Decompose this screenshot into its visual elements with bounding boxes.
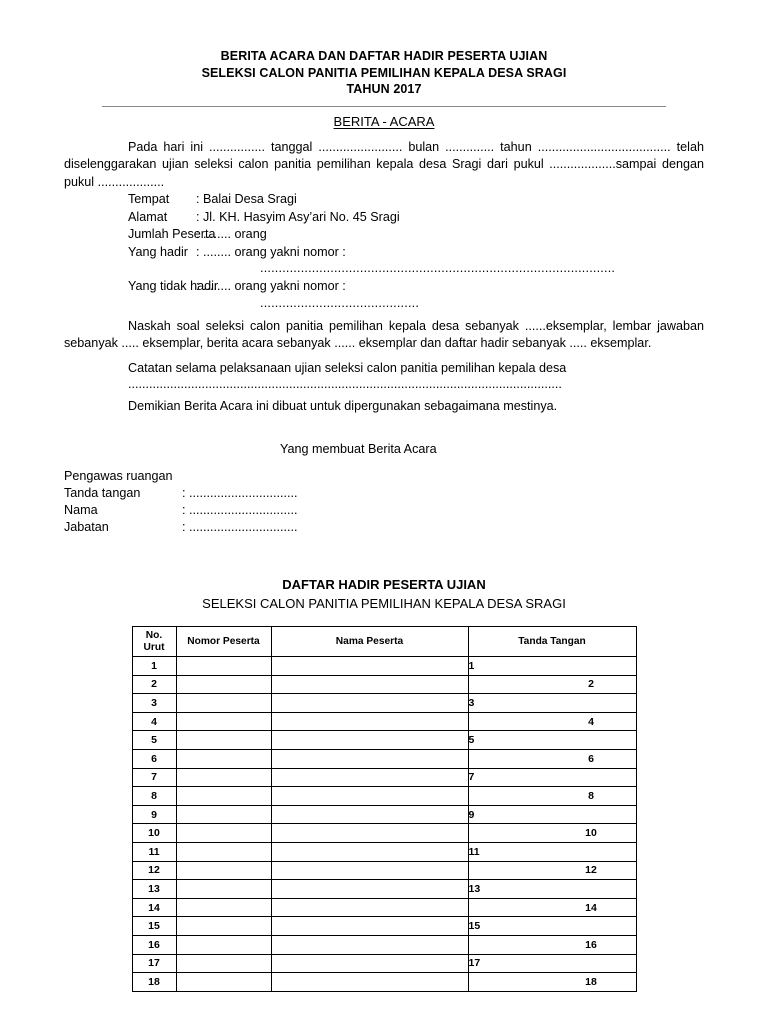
cell-nomor-peserta[interactable] <box>176 731 271 750</box>
signature-row-tanda-tangan <box>64 485 704 502</box>
cell-nomor-peserta[interactable] <box>176 694 271 713</box>
column-header-nama-peserta: Nama Peserta <box>271 627 468 657</box>
cell-nomor-peserta[interactable] <box>176 917 271 936</box>
signature-label-nama: Nama <box>64 503 98 517</box>
attendance-title: DAFTAR HADIR PESERTA UJIAN <box>282 577 486 592</box>
detail-label-tempat: Tempat <box>128 192 170 206</box>
cell-nama-peserta[interactable] <box>271 880 468 899</box>
cell-tanda-tangan[interactable]: 10 <box>468 824 636 843</box>
cell-nomor-peserta[interactable] <box>176 973 271 992</box>
signature-row-nama <box>64 502 704 519</box>
cell-no-urut: 11 <box>132 842 176 861</box>
cell-tanda-tangan[interactable]: 7 <box>468 768 636 787</box>
table-row <box>132 805 636 824</box>
signature-label-jabatan: Jabatan <box>64 520 109 534</box>
cell-nomor-peserta[interactable] <box>176 861 271 880</box>
table-row <box>132 657 636 676</box>
detail-row-yang-tidak-hadir <box>64 278 704 296</box>
berita-acara-label-text: BERITA - ACARA <box>333 113 435 129</box>
column-header-nomor-peserta: Nomor Peserta <box>176 627 271 657</box>
cell-nama-peserta[interactable] <box>271 675 468 694</box>
cell-nomor-peserta[interactable] <box>176 787 271 806</box>
document-title <box>64 48 704 98</box>
detail-value-alamat: : Jl. KH. Hasyim Asy’ari No. 45 Sragi <box>196 209 400 224</box>
cell-tanda-tangan[interactable]: 1 <box>468 657 636 676</box>
table-row <box>132 917 636 936</box>
title-divider <box>102 106 666 107</box>
detail-value-jumlah-peserta: : ........ orang <box>196 227 267 241</box>
cell-no-urut: 4 <box>132 712 176 731</box>
cell-no-urut: 8 <box>132 787 176 806</box>
signature-block <box>64 441 704 537</box>
table-row <box>132 731 636 750</box>
cell-tanda-tangan[interactable]: 9 <box>468 805 636 824</box>
table-row <box>132 768 636 787</box>
detail-row-alamat <box>64 209 704 227</box>
detail-label-yang-hadir: Yang hadir <box>128 244 188 259</box>
cell-nama-peserta[interactable] <box>271 824 468 843</box>
table-row <box>132 824 636 843</box>
document-title-line-3: TAHUN 2017 <box>346 82 422 96</box>
cell-nomor-peserta[interactable] <box>176 824 271 843</box>
naskah-paragraph: Naskah soal seleksi calon panitia pemilihan kepala desa sebanyak ......eksemplar, lembar jawaban sebanyak ..... eksemplar, berita acara sebanyak ...... eksemplar dan daftar hadir sebanyak ..... eksemplar. <box>64 318 704 350</box>
detail-label-jumlah-peserta: Jumlah Peserta <box>128 227 216 241</box>
event-details <box>64 191 704 311</box>
cell-tanda-tangan[interactable]: 11 <box>468 842 636 861</box>
cell-nama-peserta[interactable] <box>271 917 468 936</box>
table-row <box>132 880 636 899</box>
signature-heading: Yang membuat Berita Acara <box>280 441 437 456</box>
cell-no-urut: 6 <box>132 749 176 768</box>
signature-fields <box>64 468 704 536</box>
cell-nama-peserta[interactable] <box>271 731 468 750</box>
column-header-no-line1: No. <box>145 630 163 641</box>
cell-nama-peserta[interactable] <box>271 935 468 954</box>
signature-row-jabatan <box>64 519 704 536</box>
signature-value-jabatan: : ............................... <box>182 520 298 534</box>
detail-label-yang-tidak-hadir: Yang tidak hadir <box>128 279 219 293</box>
cell-nama-peserta[interactable] <box>271 861 468 880</box>
document-title-line-2: SELEKSI CALON PANITIA PEMILIHAN KEPALA DESA SRAGI <box>201 65 567 80</box>
cell-tanda-tangan[interactable]: 2 <box>468 675 636 694</box>
cell-tanda-tangan[interactable]: 13 <box>468 880 636 899</box>
cell-nama-peserta[interactable] <box>271 787 468 806</box>
attendance-subtitle: SELEKSI CALON PANITIA PEMILIHAN KEPALA DESA SRAGI <box>202 596 566 611</box>
cell-tanda-tangan[interactable]: 8 <box>468 787 636 806</box>
detail-row-jumlah-peserta <box>64 226 704 244</box>
cell-no-urut: 3 <box>132 694 176 713</box>
table-row <box>132 861 636 880</box>
cell-no-urut: 12 <box>132 861 176 880</box>
table-header-row <box>132 627 636 657</box>
cell-no-urut: 2 <box>132 675 176 694</box>
berita-acara-label <box>64 112 704 132</box>
cell-nama-peserta[interactable] <box>271 842 468 861</box>
cell-no-urut: 17 <box>132 954 176 973</box>
cell-tanda-tangan[interactable]: 15 <box>468 917 636 936</box>
detail-row-yang-hadir <box>64 244 704 262</box>
cell-tanda-tangan[interactable]: 12 <box>468 861 636 880</box>
table-row <box>132 787 636 806</box>
cell-tanda-tangan[interactable]: 3 <box>468 694 636 713</box>
cell-no-urut: 18 <box>132 973 176 992</box>
cell-no-urut: 1 <box>132 657 176 676</box>
attendance-table-head <box>132 627 636 657</box>
table-row <box>132 749 636 768</box>
table-row <box>132 675 636 694</box>
cell-nomor-peserta[interactable] <box>176 954 271 973</box>
attendance-table-body <box>132 657 636 992</box>
table-row <box>132 954 636 973</box>
cell-no-urut: 16 <box>132 935 176 954</box>
table-row <box>132 694 636 713</box>
table-row <box>132 973 636 992</box>
cell-tanda-tangan[interactable]: 4 <box>468 712 636 731</box>
signature-value-nama: : ............................... <box>182 503 298 517</box>
cell-no-urut: 13 <box>132 880 176 899</box>
table-row <box>132 712 636 731</box>
table-row <box>132 842 636 861</box>
cell-tanda-tangan[interactable]: 5 <box>468 731 636 750</box>
yang-hadir-dotted-line: ................................................................................................ <box>260 261 616 275</box>
cell-nama-peserta[interactable] <box>271 657 468 676</box>
cell-tanda-tangan[interactable]: 17 <box>468 954 636 973</box>
cell-nomor-peserta[interactable] <box>176 712 271 731</box>
cell-nomor-peserta[interactable] <box>176 657 271 676</box>
cell-no-urut: 15 <box>132 917 176 936</box>
cell-nama-peserta[interactable] <box>271 954 468 973</box>
signature-value-tanda-tangan: : ............................... <box>182 486 298 500</box>
table-row <box>132 898 636 917</box>
yang-tidak-hadir-dotted-line: ........................................... <box>260 295 420 310</box>
detail-row-tempat <box>64 191 704 209</box>
cell-nomor-peserta[interactable] <box>176 675 271 694</box>
cell-nomor-peserta[interactable] <box>176 842 271 861</box>
cell-nama-peserta[interactable] <box>271 694 468 713</box>
cell-nomor-peserta[interactable] <box>176 935 271 954</box>
signature-label-tanda-tangan: Tanda tangan <box>64 486 141 500</box>
column-header-no-urut <box>132 627 176 657</box>
cell-nomor-peserta[interactable] <box>176 880 271 899</box>
cell-nama-peserta[interactable] <box>271 749 468 768</box>
closing-paragraph: Demikian Berita Acara ini dibuat untuk dipergunakan sebagaimana mestinya. <box>128 399 558 413</box>
cell-nama-peserta[interactable] <box>271 768 468 787</box>
cell-nomor-peserta[interactable] <box>176 768 271 787</box>
cell-no-urut: 5 <box>132 731 176 750</box>
opening-paragraph: Pada hari ini ................ tanggal ........................ bulan .............. tahun ...................................... telah diselenggarakan ujian seleksi calon panitia pemilihan kepala desa Sragi dari pukul ...................sampai dengan pukul ................... <box>64 139 704 189</box>
catatan-paragraph: Catatan selama pelaksanaan ujian seleksi calon panitia pemilihan kepala desa <box>128 360 567 375</box>
cell-no-urut: 7 <box>132 768 176 787</box>
detail-value-tempat: : Balai Desa Sragi <box>196 192 297 206</box>
cell-nama-peserta[interactable] <box>271 805 468 824</box>
table-row <box>132 935 636 954</box>
cell-nomor-peserta[interactable] <box>176 898 271 917</box>
column-header-no-line2: Urut <box>143 641 165 653</box>
cell-tanda-tangan[interactable]: 14 <box>468 898 636 917</box>
cell-tanda-tangan[interactable]: 6 <box>468 749 636 768</box>
cell-no-urut: 14 <box>132 898 176 917</box>
cell-nama-peserta[interactable] <box>271 973 468 992</box>
cell-tanda-tangan[interactable]: 18 <box>468 973 636 992</box>
detail-value-yang-hadir: : ........ orang yakni nomor : <box>196 244 346 259</box>
cell-tanda-tangan[interactable]: 16 <box>468 935 636 954</box>
cell-no-urut: 10 <box>132 824 176 843</box>
catatan-dotted-line: ............................................................................................................................ <box>128 377 562 391</box>
cell-nomor-peserta[interactable] <box>176 805 271 824</box>
document-title-line-1: BERITA ACARA DAN DAFTAR HADIR PESERTA UJIAN <box>220 49 548 63</box>
attendance-section <box>64 576 704 992</box>
detail-value-yang-tidak-hadir: : ........ orang yakni nomor : <box>196 279 346 293</box>
cell-nomor-peserta[interactable] <box>176 749 271 768</box>
cell-no-urut: 9 <box>132 805 176 824</box>
detail-label-alamat: Alamat <box>128 209 168 224</box>
cell-nama-peserta[interactable] <box>271 712 468 731</box>
column-header-tanda-tangan: Tanda Tangan <box>468 627 636 657</box>
attendance-table <box>132 626 637 992</box>
cell-nama-peserta[interactable] <box>271 898 468 917</box>
signature-role: Pengawas ruangan <box>64 469 173 483</box>
